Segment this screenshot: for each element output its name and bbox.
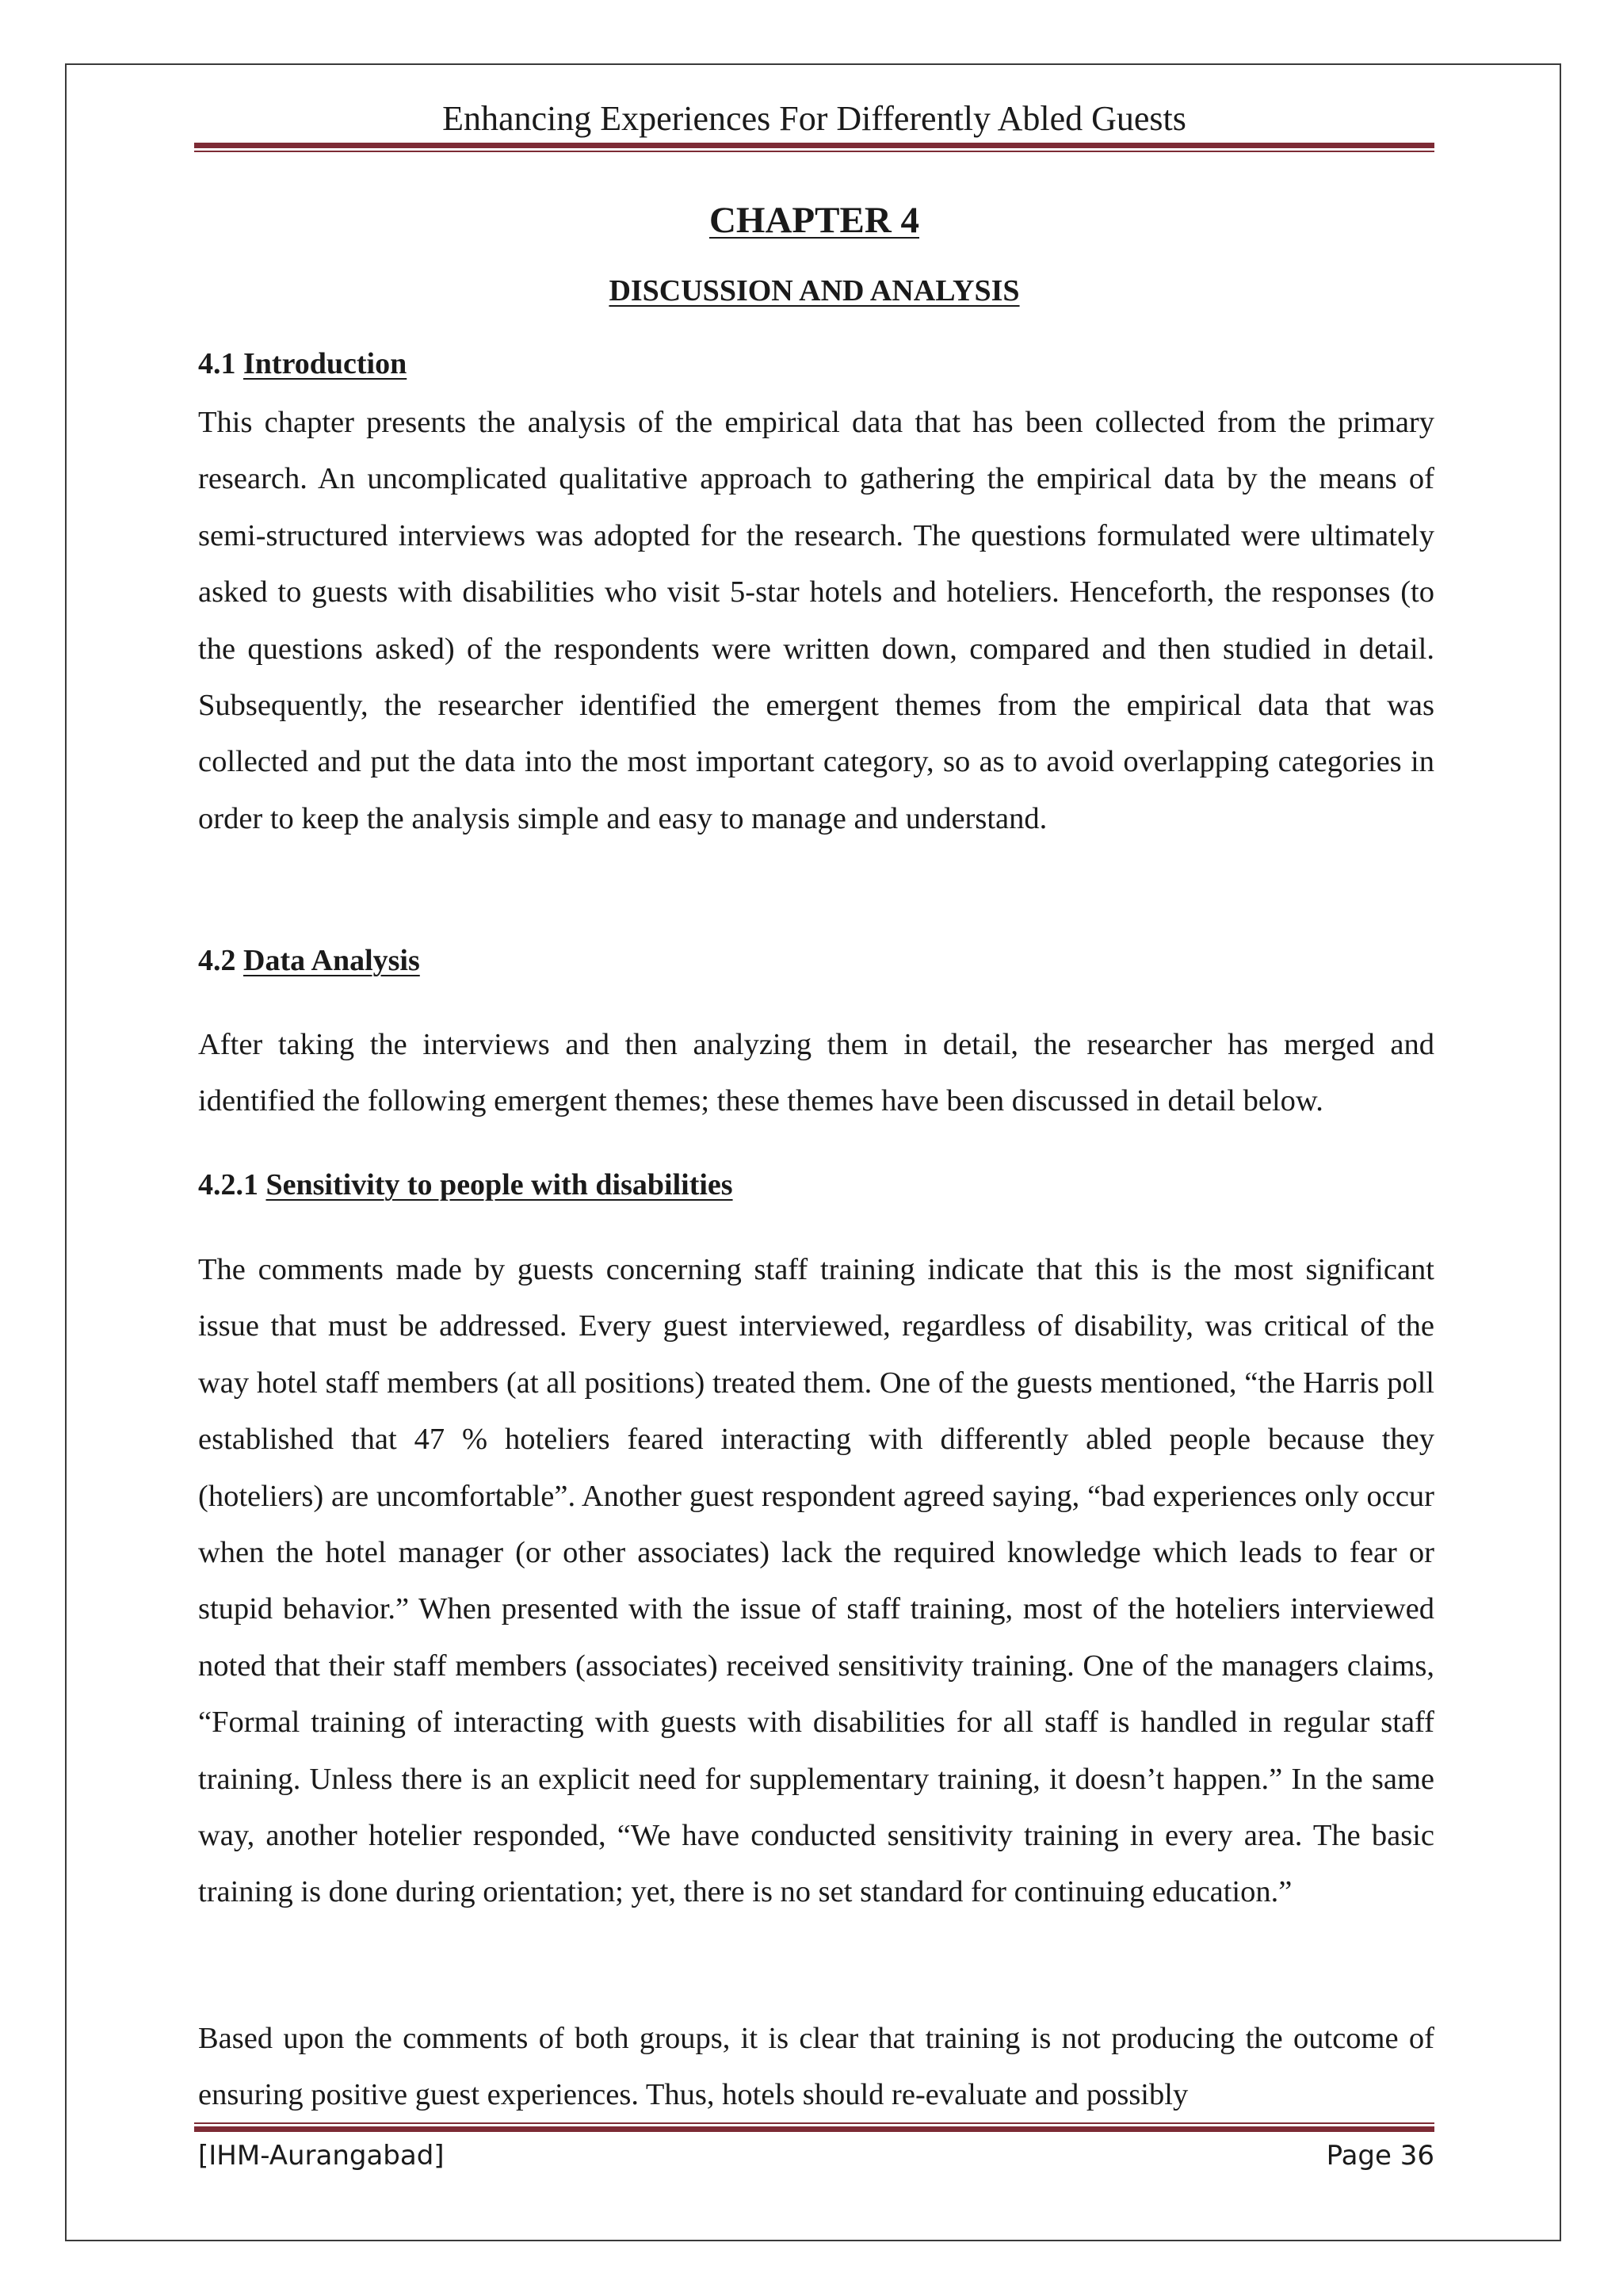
sensitivity-paragraph-2: Based upon the comments of both groups, it is clear that training is not producing the outcome of ensuring positive guest experiences. Thus, hotels should re-evaluate and possibly (198, 2022, 1434, 2112)
data-analysis-paragraph: After taking the interviews and then analyzing them in detail, the researcher has merged and identified the following emergent themes; these themes have been discussed in detail below. (198, 1028, 1434, 1118)
chapter-subtitle (194, 269, 1434, 312)
sensitivity-paragraph-1: The comments made by guests concerning staff training indicate that this is the most significant issue that must be addressed. Every guest interviewed, regardless of disability, was critical of the way hotel staff members (at all positions) treated them. One of the guests mentioned, “the Harris poll established that 47 % hoteliers feared interacting with differently abled people because they (hoteliers) are uncomfortable”. Another guest respondent agreed saying, “bad experiences only occur when the hotel manager (or other associates) lack the required knowledge which leads to fear or stupid behavior.” When presented with the issue of staff training, most of the hoteliers interviewed noted that their staff members (associates) received sensitivity training. One of the managers claims, “Formal training of interacting with guests with disabilities for all staff is handled in regular staff training. Unless there is an explicit need for supplementary training, it doesn’t happen.” In the same way, another hotelier responded, “We have conducted sensitivity training in every area. The basic training is done during orientation; yet, there is no set standard for continuing education.” (198, 1253, 1434, 1909)
section-number: 4.1 (198, 347, 236, 380)
section-heading-introduction (198, 342, 407, 385)
section-title: Sensitivity to people with disabilities (265, 1168, 733, 1201)
section-heading-sensitivity (198, 1163, 733, 1206)
header-rule (194, 143, 1434, 152)
section-heading-data-analysis (198, 939, 420, 982)
chapter-subtitle-text: DISCUSSION AND ANALYSIS (609, 274, 1020, 308)
section-number: 4.2.1 (198, 1168, 258, 1201)
running-header: Enhancing Experiences For Differently Abled Guests (442, 99, 1186, 138)
section-number: 4.2 (198, 944, 236, 977)
footer-rule (194, 2122, 1434, 2132)
section-title: Introduction (243, 347, 407, 380)
introduction-paragraph: This chapter presents the analysis of the empirical data that has been collected from the primary research. An uncomplicated qualitative approach to gathering the empirical data by the means of semi-structured interviews was adopted for the research. The questions formulated were ultimately asked to guests with disabilities who visit 5-star hotels and hoteliers. Henceforth, the responses (to the questions asked) of the respondents were written down, compared and then studied in detail. Subsequently, the researcher identified the emergent themes from the empirical data that was collected and put the data into the most important category, so as to avoid overlapping categories in order to keep the analysis simple and easy to manage and understand. (198, 406, 1434, 835)
footer-institute: [IHM-Aurangabad] (198, 2140, 445, 2172)
footer-page-number: Page 36 (1326, 2140, 1434, 2172)
chapter-title: CHAPTER 4 (708, 200, 920, 241)
section-title: Data Analysis (243, 944, 420, 977)
